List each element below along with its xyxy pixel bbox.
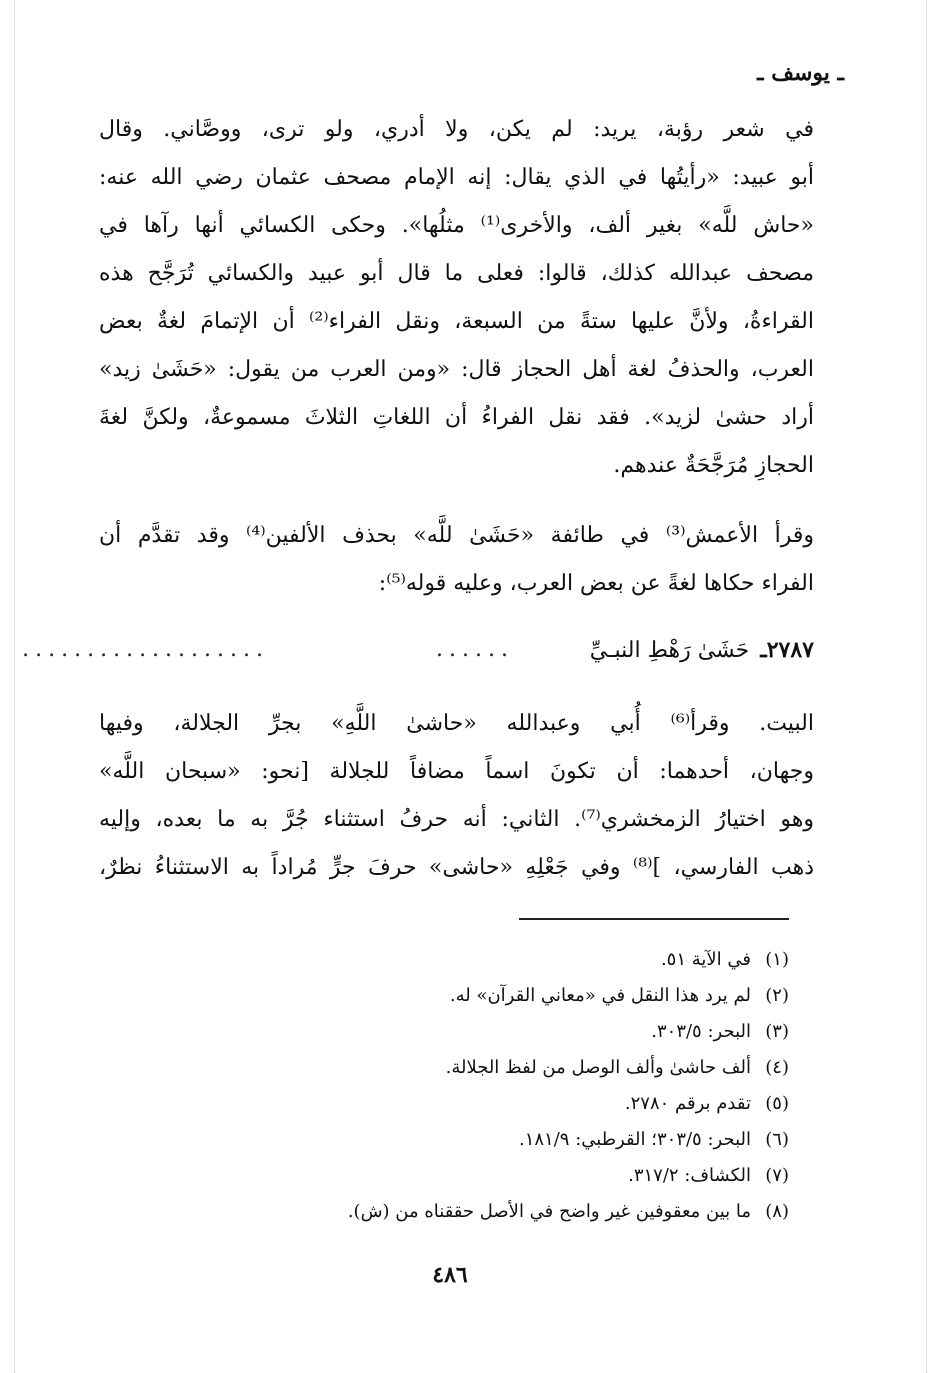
footnote-number: (٣) (765, 1021, 789, 1042)
footnote-number: (٤) (765, 1057, 789, 1078)
footnote-divider (519, 918, 789, 920)
footnote-text: ما بين معقوفين غير واضح في الأصل حققناه من (ش). (347, 1201, 751, 1222)
footnote-number: (٥) (765, 1093, 789, 1114)
footnote-text: في الآية ٥١. (660, 949, 751, 970)
footnotes-list (149, 942, 789, 1230)
footnote-item (149, 978, 789, 1014)
footnote-item (149, 1194, 789, 1230)
text-line: وهو اختيارُ الزمخشري⁽⁷⁾. الثاني: أنه حرفُ استثناء جُرَّ به ما بعده، وإليه (99, 807, 814, 832)
footnote-number: (٦) (765, 1129, 789, 1150)
text-line: العرب، والحذفُ لغة أهل الحجاز قال: «ومن العرب من يقول: «حَشَىٰ زيد» (99, 357, 814, 382)
verse-number: ٢٧٨٧ـ (760, 637, 814, 663)
text-line: في شعر رؤبة، يريد: لم يكن، ولا أدري، ولو ترى، ووصَّاني. وقال (99, 117, 814, 142)
footnote-item (149, 1086, 789, 1122)
footnote-item (149, 942, 789, 978)
text-line: مصحف عبدالله كذلك، قالوا: فعلى ما قال أبو عبيد والكسائي تُرَجَّح هذه (99, 261, 814, 286)
verse-ellipsis-long: ................... (22, 637, 269, 662)
page-number: ٤٨٦ (432, 1262, 468, 1288)
paragraph-2 (99, 512, 814, 608)
footnote-text: البحر: ٣٠٣/٥. (651, 1021, 751, 1042)
text-line: الحجازِ مُرَجَّحَةٌ عندهم. (613, 453, 814, 478)
paragraph-1 (99, 106, 814, 490)
text-line: «حاش للَّه» بغير ألف، والأخرى⁽¹⁾ مثلُها». وحكى الكسائي أنها رآها في (99, 213, 814, 238)
footnote-number: (٨) (765, 1201, 789, 1222)
text-line: القراءةُ، ولأنَّ عليها ستةً من السبعة، ونقل الفراء⁽²⁾ أن الإتمامَ لغةٌ بعض (99, 309, 814, 334)
footnote-number: (٢) (765, 985, 789, 1006)
scan-edge-right (926, 0, 927, 1373)
verse-ellipsis-short: ...... (436, 637, 514, 662)
footnote-text: لم يرد هذا النقل في «معاني القرآن» له. (449, 985, 751, 1006)
footnote-item (149, 1158, 789, 1194)
footnote-text: الكشاف: ٣١٧/٢. (628, 1165, 751, 1186)
text-line: الفراء حكاها لغةً عن بعض العرب، وعليه قوله⁽⁵⁾: (378, 571, 814, 596)
text-line: ذهب الفارسي، ]⁽⁸⁾ وفي جَعْلِهِ «حاشى» حرفَ جرٍّ مُراداً به الاستثناءُ نظرٌ، (99, 855, 814, 880)
footnote-item (149, 1014, 789, 1050)
footnote-number: (٧) (765, 1165, 789, 1186)
text-line: أراد حشىٰ لزيد». فقد نقل الفراءُ أن اللغاتِ الثلاثَ مسموعةٌ، ولكنَّ لغةَ (99, 405, 814, 430)
text-line: البيت. وقرأ⁽⁶⁾ أُبي وعبدالله «حاشىٰ اللَّهِ» بجرِّ الجلالة، وفيها (99, 711, 814, 736)
verse-text: حَشَىٰ رَهْطِ النبـيِّ (589, 638, 750, 663)
paragraph-3 (99, 700, 814, 892)
verse-quote (22, 626, 814, 674)
running-header: ـ يوسف ـ (757, 60, 844, 86)
footnote-number: (١) (765, 949, 789, 970)
text-line: أبو عبيد: «رأيتُها في الذي يقال: إنه الإمام مصحف عثمان رضي الله عنه: (99, 165, 814, 190)
footnote-text: البحر: ٣٠٣/٥؛ القرطبي: ١٨١/٩. (518, 1129, 751, 1150)
text-line: وجهان، أحدهما: أن تكونَ اسماً مضافاً للجلالة [نحو: «سبحان اللَّه» (99, 759, 814, 784)
footnote-item (149, 1122, 789, 1158)
scan-edge-left (14, 0, 15, 1373)
footnote-text: تقدم برقم ٢٧٨٠. (624, 1093, 751, 1114)
text-line: وقرأ الأعمش⁽³⁾ في طائفة «حَشَىٰ للَّه» بحذف الألفين⁽⁴⁾ وقد تقدَّم أن (99, 523, 814, 548)
footnote-item (149, 1050, 789, 1086)
footnote-text: ألف حاشىٰ وألف الوصل من لفظ الجلالة. (445, 1057, 751, 1078)
